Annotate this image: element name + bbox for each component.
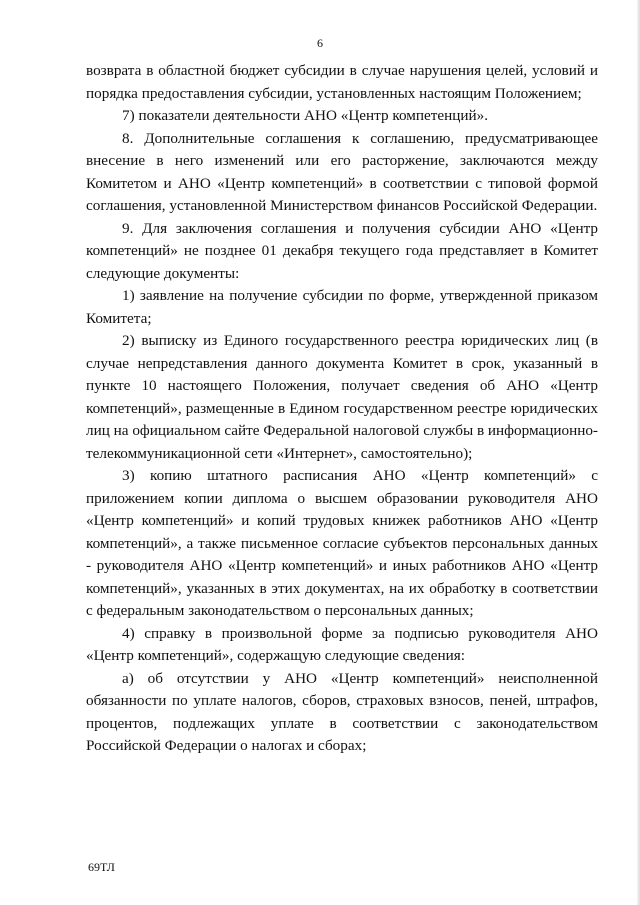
paragraph-7: 3) копию штатного расписания АНО «Центр компетенций» с приложением копии диплома о высшем образовании руководителя АНО «Центр компетенций» и копий трудовых книжек работников АНО «Центр компетенций», а также письменное согласие субъектов персональных данных - руководителя АНО «Центр компетенций» и иных работников АНО «Центр компетенций», указанных в этих документах, на их обработку в соответствии с федеральным законодательством о персональных данных; <box>86 467 598 619</box>
body-text <box>86 60 598 758</box>
paragraph-8: 4) справку в произвольной форме за подписью руководителя АНО «Центр компетенций», содержащую следующие сведения: <box>86 624 598 664</box>
paragraph-6: 2) выписку из Единого государственного реестра юридических лиц (в случае непредставления данного документа Комитет в срок, указанный в пункте 10 настоящего Положения, получает сведения об АНО «Центр компетенций», размещенные в Едином государственном реестре юридических лиц на официальном сайте Федеральной налоговой службы в информационно-телекоммуникационной сети «Интернет», самостоятельно); <box>86 332 598 462</box>
paragraph-9: а) об отсутствии у АНО «Центр компетенций» неисполненной обязанности по уплате налогов, сборов, страховых взносов, пеней, штрафов, процентов, подлежащих уплате в соответствии с законодательством Российской Федерации о налогах и сборах; <box>86 669 598 754</box>
paragraph-3: 8. Дополнительные соглашения к соглашению, предусматривающее внесение в него изменений или его расторжение, заключаются между Комитетом и АНО «Центр компетенций» в соответствии с типовой формой соглашения, установленной Министерством финансов Российской Федерации. <box>86 129 598 214</box>
paragraph-4: 9. Для заключения соглашения и получения субсидии АНО «Центр компетенций» не позднее 01 декабря текущего года представляет в Комитет следующие документы: <box>86 219 598 282</box>
page-number: 6 <box>317 36 323 50</box>
paragraph-2: 7) показатели деятельности АНО «Центр компетенций». <box>122 107 489 124</box>
footer-code: 69ТЛ <box>88 860 115 874</box>
paragraph-5: 1) заявление на получение субсидии по форме, утвержденной приказом Комитета; <box>86 287 598 327</box>
paragraph-1: возврата в областной бюджет субсидии в случае нарушения целей, условий и порядка предоставления субсидии, установленных настоящим Положением; <box>86 62 598 102</box>
